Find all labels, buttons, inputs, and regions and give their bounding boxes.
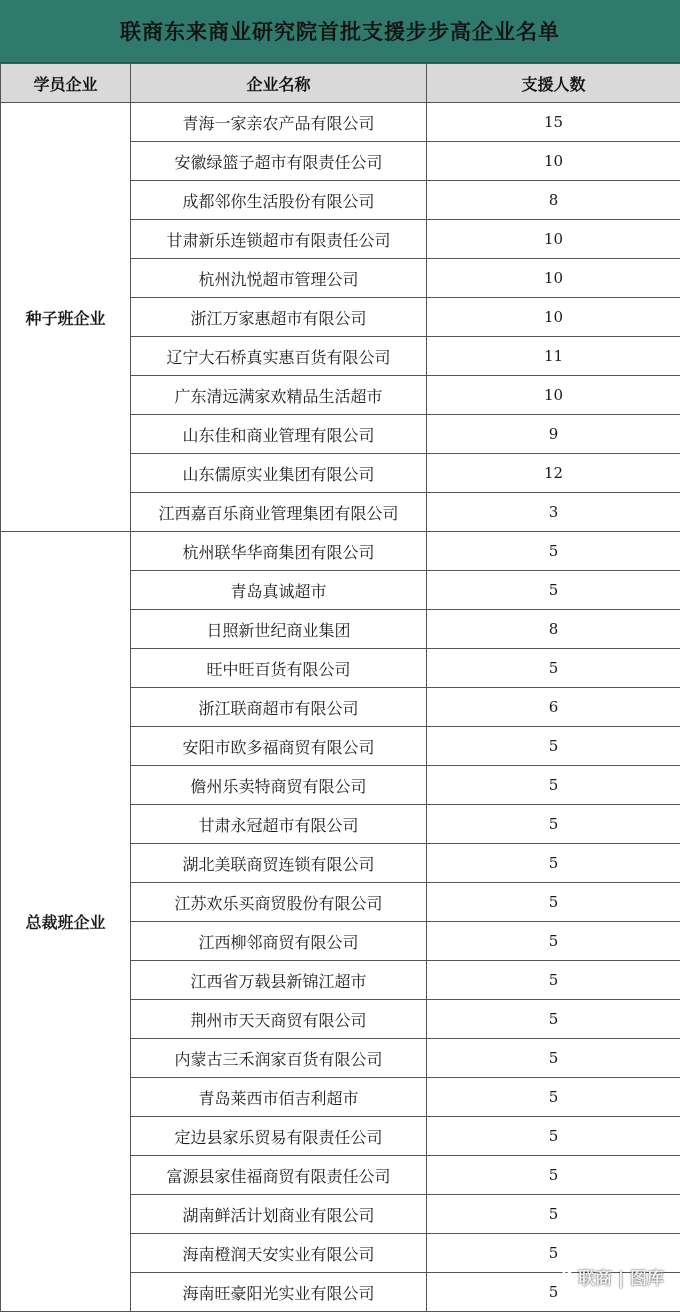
- support-count-cell: 5: [427, 571, 680, 610]
- watermark-logo-icon: [556, 1269, 574, 1285]
- support-count-cell: 9: [427, 415, 680, 454]
- company-name-cell: 内蒙古三禾润家百货有限公司: [131, 1039, 427, 1078]
- company-name-cell: 湖南鲜活计划商业有限公司: [131, 1195, 427, 1234]
- support-count-cell: 3: [427, 493, 680, 532]
- support-count-cell: 5: [427, 1273, 680, 1312]
- company-name-cell: 荆州市天天商贸有限公司: [131, 1000, 427, 1039]
- support-count-cell: 12: [427, 454, 680, 493]
- support-count-cell: 5: [427, 649, 680, 688]
- support-count-cell: 5: [427, 1195, 680, 1234]
- company-name-cell: 安阳市欧多福商贸有限公司: [131, 727, 427, 766]
- support-count-cell: 10: [427, 142, 680, 181]
- company-name-cell: 杭州联华华商集团有限公司: [131, 532, 427, 571]
- support-count-cell: 6: [427, 688, 680, 727]
- company-name-cell: 日照新世纪商业集团: [131, 610, 427, 649]
- company-name-cell: 江苏欢乐买商贸股份有限公司: [131, 883, 427, 922]
- company-name-cell: 甘肃永冠超市有限公司: [131, 805, 427, 844]
- header-student-company: 学员企业: [1, 64, 131, 103]
- support-count-cell: 5: [427, 532, 680, 571]
- company-name-cell: 安徽绿篮子超市有限责任公司: [131, 142, 427, 181]
- table-row: [1, 532, 680, 571]
- support-count-cell: 10: [427, 298, 680, 337]
- company-name-cell: 海南旺豪阳光实业有限公司: [131, 1273, 427, 1312]
- header-support-count: 支援人数: [427, 64, 680, 103]
- company-name-cell: 杭州氿悦超市管理公司: [131, 259, 427, 298]
- company-name-cell: 儋州乐卖特商贸有限公司: [131, 766, 427, 805]
- company-name-cell: 甘肃新乐连锁超市有限责任公司: [131, 220, 427, 259]
- company-name-cell: 浙江万家惠超市有限公司: [131, 298, 427, 337]
- support-count-cell: 10: [427, 376, 680, 415]
- support-count-cell: 5: [427, 805, 680, 844]
- support-count-cell: 15: [427, 103, 680, 142]
- support-count-cell: 5: [427, 727, 680, 766]
- company-name-cell: 湖北美联商贸连锁有限公司: [131, 844, 427, 883]
- company-table: [0, 63, 680, 1312]
- company-name-cell: 成都邻你生活股份有限公司: [131, 181, 427, 220]
- company-name-cell: 富源县家佳福商贸有限责任公司: [131, 1156, 427, 1195]
- company-name-cell: 广东清远满家欢精品生活超市: [131, 376, 427, 415]
- group-label: 种子班企业: [1, 103, 131, 532]
- table-row: [1, 103, 680, 142]
- support-count-cell: 5: [427, 1117, 680, 1156]
- company-name-cell: 江西柳邻商贸有限公司: [131, 922, 427, 961]
- support-count-cell: 11: [427, 337, 680, 376]
- company-name-cell: 旺中旺百货有限公司: [131, 649, 427, 688]
- company-name-cell: 浙江联商超市有限公司: [131, 688, 427, 727]
- page-title: 联商东来商业研究院首批支援步步高企业名单: [120, 20, 560, 44]
- support-count-cell: 8: [427, 181, 680, 220]
- support-count-cell: 5: [427, 844, 680, 883]
- support-count-cell: 5: [427, 766, 680, 805]
- watermark-text: 联商 | 图库: [577, 1269, 664, 1289]
- watermark: [556, 1264, 664, 1289]
- support-count-cell: 10: [427, 220, 680, 259]
- header-company-name: 企业名称: [131, 64, 427, 103]
- company-name-cell: 青岛莱西市佰吉利超市: [131, 1078, 427, 1117]
- company-name-cell: 江西省万载县新锦江超市: [131, 961, 427, 1000]
- support-count-cell: 5: [427, 1000, 680, 1039]
- support-count-cell: 5: [427, 1039, 680, 1078]
- header-row: [1, 64, 680, 103]
- company-name-cell: 青海一家亲农产品有限公司: [131, 103, 427, 142]
- support-count-cell: 5: [427, 1234, 680, 1273]
- support-count-cell: 5: [427, 1156, 680, 1195]
- company-name-cell: 定边县家乐贸易有限责任公司: [131, 1117, 427, 1156]
- support-count-cell: 5: [427, 961, 680, 1000]
- support-count-cell: 5: [427, 922, 680, 961]
- group-label: 总裁班企业: [1, 532, 131, 1312]
- company-name-cell: 海南橙润天安实业有限公司: [131, 1234, 427, 1273]
- support-count-cell: 8: [427, 610, 680, 649]
- company-name-cell: 山东佳和商业管理有限公司: [131, 415, 427, 454]
- title-bar: [0, 0, 680, 63]
- company-name-cell: 辽宁大石桥真实惠百货有限公司: [131, 337, 427, 376]
- support-count-cell: 5: [427, 1078, 680, 1117]
- support-count-cell: 10: [427, 259, 680, 298]
- table-body: [1, 103, 680, 1312]
- company-name-cell: 青岛真诚超市: [131, 571, 427, 610]
- support-count-cell: 5: [427, 883, 680, 922]
- company-name-cell: 山东儒原实业集团有限公司: [131, 454, 427, 493]
- company-name-cell: 江西嘉百乐商业管理集团有限公司: [131, 493, 427, 532]
